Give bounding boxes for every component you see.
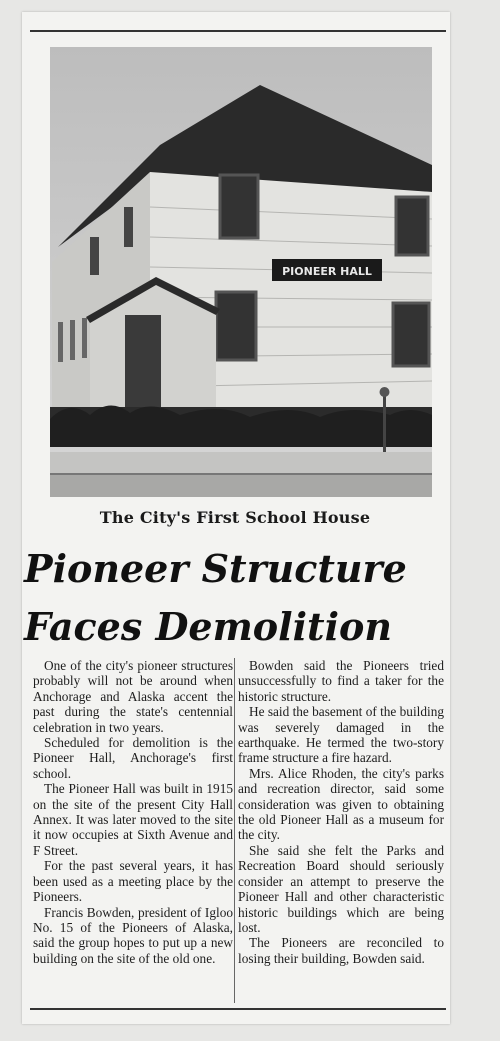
paragraph: The Pioneers are reconciled to losing their building, Bowden said. <box>238 935 444 966</box>
top-rule <box>30 30 446 32</box>
paragraph: The Pioneer Hall was built in 1915 on the site of the present City Hall Annex. It was later moved to the site it now occupies at Sixth Avenue and F Street. <box>33 781 233 858</box>
building-illustration <box>50 47 432 497</box>
photo-pioneer-hall <box>50 47 432 497</box>
paragraph: One of the city's pioneer structures probably will not be around when Anchorage and Alaska accent the past during the state's centennial celebration in two years. <box>33 658 233 735</box>
paragraph: Bowden said the Pioneers tried unsuccessfully to find a taker for the historic structure. <box>238 658 444 704</box>
paragraph: For the past several years, it has been used as a meeting place by the Pioneers. <box>33 858 233 905</box>
headline <box>24 540 444 656</box>
paragraph: Francis Bowden, president of Igloo No. 15 of the Pioneers of Alaska, said the group hopes to put up a new building on the site of the old one. <box>33 904 233 966</box>
article-column-right <box>238 658 444 966</box>
headline-line-1: Pioneer Structure <box>24 546 407 591</box>
paragraph: Scheduled for demolition is the Pioneer Hall, Anchorage's first school. <box>33 735 233 781</box>
paragraph: She said she felt the Parks and Recreation Board should seriously consider an attempt to preserve the Pioneer Hall and other characteristic historic buildings which are being lost. <box>238 842 444 935</box>
headline-line-2: Faces Demolition <box>24 604 392 649</box>
article-column-left <box>33 658 233 966</box>
sign-pioneer-hall: PIONEER HALL <box>282 265 372 278</box>
paragraph: He said the basement of the building was severely damaged in the earthquake. He termed the two-story frame structure a fire hazard. <box>238 704 444 766</box>
bottom-rule <box>30 1008 446 1010</box>
photo-caption: The City's First School House <box>99 508 371 527</box>
column-divider <box>234 658 235 1003</box>
paragraph: Mrs. Alice Rhoden, the city's parks and recreation director, said some consideration was given to obtaining the old Pioneer Hall as a museum for the city. <box>238 765 444 843</box>
